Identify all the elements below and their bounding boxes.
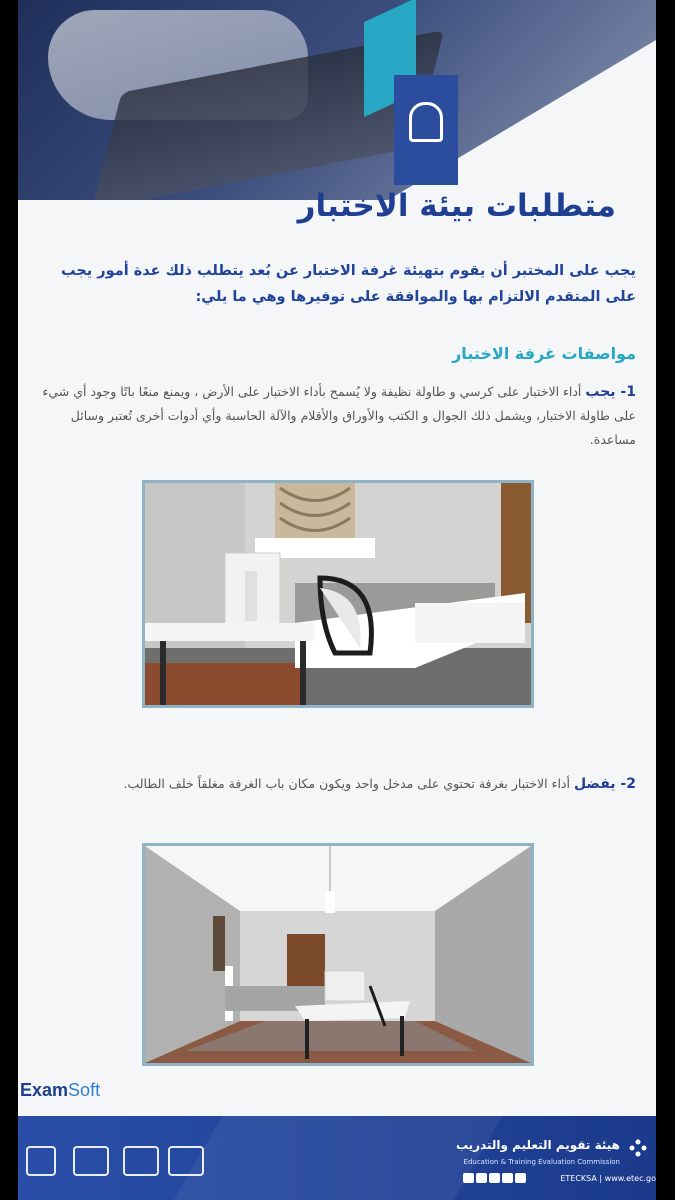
- partner-logo-1-icon: [168, 1146, 204, 1176]
- linkedin-icon[interactable]: [515, 1173, 526, 1183]
- hero-typing-photo: [18, 0, 656, 200]
- requirement-item-2: [36, 772, 636, 796]
- footer-website[interactable]: www.etec.go: [604, 1174, 656, 1183]
- item-keyword: يجب: [585, 384, 616, 400]
- footer-org-english: Education & Training Evaluation Commission: [463, 1158, 620, 1166]
- item-text: أداء الاختبار على كرسي و طاولة نظيفة ولا يُسمح بأداء الاختبار على الأرض ، ويمنع منعًا باتًا وجود أي شيء على طاولة الاختبار، ويشمل ذلك الجوال و الكتب والأوراق والأقلام والآلة الحاسبة وأي أدوات أخرى تُعتبر وسائل مساعدة.: [42, 384, 636, 447]
- requirement-item-1: [36, 380, 636, 452]
- item-number: 1-: [615, 384, 636, 400]
- item-number: 2-: [615, 776, 636, 792]
- examsoft-logo-soft: Soft: [68, 1080, 101, 1100]
- footer-org-name: هيئة تقويم التعليم والتدريب: [455, 1138, 620, 1152]
- room-illustration-1: [145, 483, 531, 705]
- intro-text: يجب على المختبر أن يقوم بتهيئة غرفة الاختبار عن بُعد يتطلب ذلك عدة أمور يجب على المتقدم الالتزام بها والموافقة على توفيرها وهي ما يلي:: [60, 263, 636, 305]
- footer-diagonal-decoration: [174, 1116, 502, 1200]
- partner-logo-3-icon: [73, 1146, 109, 1176]
- examsoft-logo: [20, 1080, 100, 1101]
- infographic-page: [18, 0, 656, 1200]
- instagram-icon[interactable]: [489, 1173, 500, 1183]
- footer-bar: [18, 1116, 656, 1200]
- room-photo-single-entrance: [142, 843, 534, 1066]
- footer-handle[interactable]: ETECKSA: [560, 1174, 597, 1183]
- page-title: متطلبات بيئة الاختبار: [297, 188, 616, 224]
- etec-emblem-icon: [628, 1138, 648, 1158]
- examsoft-logo-exam: Exam: [20, 1080, 69, 1100]
- room-illustration-2: [145, 846, 531, 1063]
- social-icons[interactable]: [463, 1173, 526, 1183]
- youtube-icon[interactable]: [463, 1173, 474, 1183]
- item-keyword: يفضل: [573, 776, 616, 792]
- item-text: أداء الاختبار بغرفة تحتوي على مدخل واحد ويكون مكان باب الغرفة مغلقاً خلف الطالب.: [123, 776, 574, 791]
- room-photo-desk-setup: [142, 480, 534, 708]
- section-heading: مواصفات غرفة الاختبار: [452, 344, 636, 363]
- headset-person-icon: [409, 102, 443, 142]
- footer-links: [560, 1174, 656, 1183]
- remote-exam-emblem: [364, 10, 474, 170]
- footer-divider: |: [599, 1174, 605, 1183]
- partner-logo-2-icon: [123, 1146, 159, 1176]
- twitter-icon[interactable]: [476, 1173, 487, 1183]
- snapchat-icon[interactable]: [502, 1173, 513, 1183]
- partner-logo-4-icon: [26, 1146, 56, 1176]
